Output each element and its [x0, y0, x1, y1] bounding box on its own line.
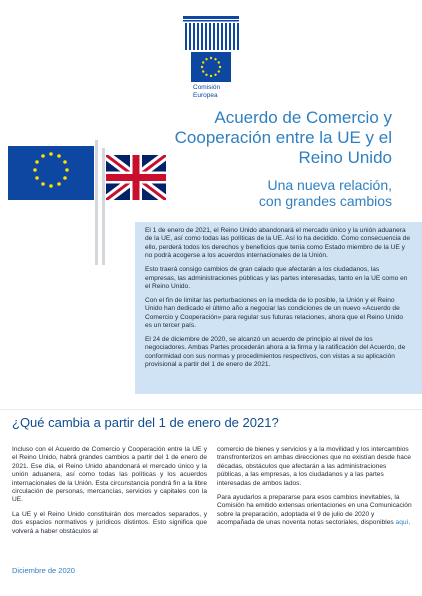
uk-flag-icon	[106, 155, 166, 200]
subtitle-line2: con grandes cambios	[258, 193, 392, 209]
intro-paragraph: Con el fin de limitar las perturbaciones en la medida de lo posible, la Unión y el Reino Unido han dedicado el último año a negociar las condiciones de un nuevo «Acuerdo de Comercio y Cooperación» para regular sus futuras relaciones, ahora que el Reino Unido es un tercer país.	[145, 296, 404, 330]
logo-text	[193, 84, 220, 100]
page-title	[172, 108, 392, 168]
period: .	[408, 519, 411, 527]
intro-paragraph: Esto traerá consigo cambios de gran calado que afectarán a los ciudadanos, las empresas, las administraciones públicas y las partes interesadas, tanto en la UE como en el Reino Unido.	[145, 266, 408, 290]
flagpole-eu	[95, 140, 98, 265]
aqui-link[interactable]: aquí	[395, 519, 409, 527]
body-paragraph	[217, 494, 412, 528]
flagpole-uk	[102, 148, 105, 265]
section-title: ¿Qué cambia a partir del 1 de enero de 2021?	[12, 415, 279, 430]
body-paragraph: La UE y el Reino Unido constituirán dos mercados separados, y dos espacios normativos y jurídicos distintos. Esto significa que volverá a haber obstáculos al	[12, 510, 207, 535]
commission-building-icon	[183, 12, 239, 52]
logo-line2: Europea	[193, 92, 218, 99]
right-column	[217, 446, 412, 534]
publication-date: Diciembre de 2020	[12, 566, 75, 575]
intro-paragraph: El 24 de diciembre de 2020, se alcanzó un acuerdo de principio al nivel de los negociadores. Ambas Partes procederán ahora a la firma y la ratificación del Acuerdo, de conformidad con sus normas y procedimientos respectivos, con vistas a su aplicación provisional a partir del 1 de enero de 2021.	[145, 335, 406, 369]
body-text: Para ayudarlos a prepararse para esos cambios inevitables, la Comisión ha emitido extensas orientaciones en una Comunicación sobre la preparación, adoptada el 9 de julio de 2020 y acompañada de unas noventa notas sectoriales, disponibles	[217, 494, 412, 527]
page-subtitle	[172, 177, 392, 209]
subtitle-line1: Una nueva relación,	[267, 177, 392, 193]
left-column	[12, 446, 207, 542]
intro-text	[145, 227, 411, 375]
title-line3: Reino Unido	[298, 148, 392, 167]
intro-paragraph: El 1 de enero de 2021, el Reino Unido abandonará el mercado único y la unión aduanera de la UE, así como todas las políticas de la UE. Así lo ha decidido. Como consecuencia de ello, perderá todos los derechos y beneficios que tenía como Estado miembro de la UE y no podrá acogerse a los acuerdos internacionales de la Unión.	[145, 227, 410, 260]
eu-flag-icon	[191, 52, 231, 82]
title-line2: Cooperación entre la UE y el	[174, 128, 392, 147]
body-paragraph: Incluso con el Acuerdo de Comercio y Cooperación entre la UE y el Reino Unido, habrá grandes cambios a partir del 1 de enero de 2021. Ese día, el Reino Unido abandonará el mercado único y la unión aduanera, así como todas las políticas y los acuerdos internacionales de la Unión. Esta circunstancia pondrá fin a la libre circulación de personas, mercancías, servicios y capitales con la UE.	[12, 446, 207, 504]
title-line1: Acuerdo de Comercio y	[214, 108, 392, 127]
divider	[0, 409, 422, 410]
body-paragraph: comercio de bienes y servicios y a la movilidad y los intercambios transfronterizos en ambas direcciones que no existían desde hace décadas, obstáculos que afectarán a las administraciones públicas, a las empresas, a los ciudadanos y a las partes interesadas de ambos lados.	[217, 446, 411, 487]
logo-line1: Comisión	[193, 84, 221, 91]
eu-flag-icon	[8, 146, 94, 200]
